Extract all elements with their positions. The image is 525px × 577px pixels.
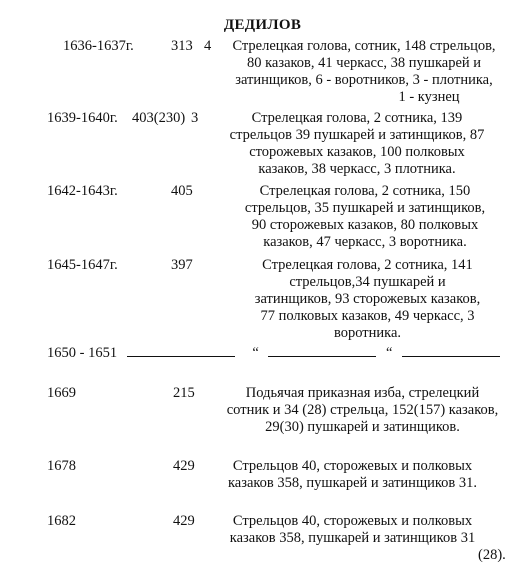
description-line: стрельцов, 35 пушкарей и затинщиков, [244,200,486,216]
entry-count: 403(230) [132,110,186,126]
description-line: 29(30) пушкарей и затинщиков. [265,419,460,435]
ditto-rule [268,345,376,357]
description-line: 80 казаков, 41 черкасс, 38 пушкарей и [246,55,482,71]
description-line: воротника. [333,325,402,341]
description-line: 77 полковых казаков, 49 черкасс, 3 [260,308,475,324]
entry-description [205,513,500,547]
ditto-mark: “ [386,345,393,361]
entry-year: 1682 [47,513,76,529]
entry-year: 1669 [47,385,76,401]
entry-description [210,385,515,436]
description-line: стрельцов,34 пушкарей и [289,274,446,290]
entry-year: 1642-1643г. [47,183,118,199]
description-line: сторожевых казаков, 100 полковых [249,144,465,160]
entry-year: 1645-1647г. [47,257,118,273]
entry-count: 429 [173,513,195,529]
description-line: Стрельцов 40, сторожевых и полковых [232,458,473,474]
description-line: Подьячая приказная изба, стрелецкий [245,385,480,401]
entry-description [205,458,500,492]
ditto-rule [402,345,500,357]
description-line: Стрелецкая голова, сотник, 148 стрельцов, [232,38,496,54]
ditto-rule [127,345,235,357]
description-line: 1 - кузнец [398,89,460,105]
entry-count: 397 [171,257,193,273]
entry-count: 405 [171,183,193,199]
description-line: Стрельцов 40, сторожевых и полковых [232,513,473,529]
description-line: казаков, 38 черкасс, 3 плотника. [258,161,456,177]
description-line: казаков 358, пушкарей и затинщиков 31. [227,475,478,491]
page-title: ДЕДИЛОВ [223,17,302,33]
entry-number: 3 [191,110,199,126]
entry-description [212,110,502,178]
description-line: затинщиков, 93 сторожевых казаков, [254,291,481,307]
ditto-mark: “ [252,345,259,361]
description-line: сотник и 34 (28) стрельца, 152(157) казаков, [226,402,499,418]
description-line: 90 сторожевых казаков, 80 полковых [251,217,479,233]
footnote-ref: (28). [478,547,506,563]
description-line: казаков 358, пушкарей и затинщиков 31 [229,530,476,546]
description-line: Стрелецкая голова, 2 сотника, 141 [262,257,473,273]
entry-year: 1678 [47,458,76,474]
description-line: Стрелецкая голова, 2 сотника, 139 [251,110,463,126]
ditto-row [47,345,500,362]
entry-description [220,183,510,251]
entry-year: 1650 - 1651 [47,345,118,361]
description-line: стрельцов 39 пушкарей и затинщиков, 87 [229,127,485,143]
entry-description [225,257,510,342]
entry-count: 313 [171,38,193,54]
entry-count: 429 [173,458,195,474]
entry-year: 1639-1640г. [47,110,118,126]
description-line: затинщиков, 6 - воротников, 3 - плотника, [235,72,493,88]
entry-count: 215 [173,385,195,401]
description-line: казаков, 47 черкасс, 3 воротника. [263,234,467,250]
entry-number: 4 [204,38,212,54]
entry-year: 1636-1637г. [63,38,134,54]
description-line: Стрелецкая голова, 2 сотника, 150 [259,183,471,199]
entry-description [214,38,514,106]
